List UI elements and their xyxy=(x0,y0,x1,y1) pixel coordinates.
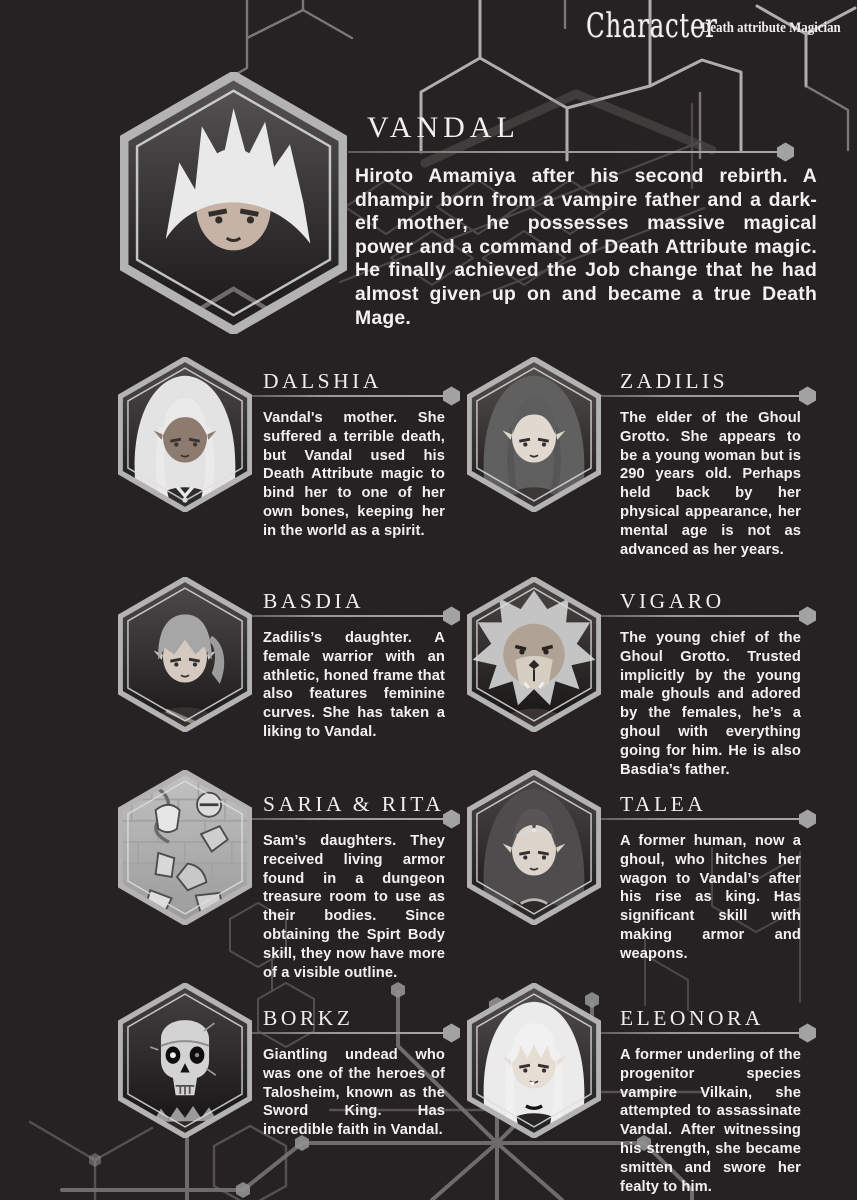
character-description: Giantling undead who was one of the heroes of Talosheim, known as the Sword King. Has incredible faith in Vandal. xyxy=(263,1047,445,1139)
character-description: A former human, now a ghoul, who hitches her wagon to Vandal’s after his rise as king. Has significant skill with making armor and weapons. xyxy=(620,833,801,962)
portrait-vandal xyxy=(120,72,347,334)
character-description: The young chief of the Ghoul Grotto. Trusted implicitly by the young male ghouls and adored by the females, he’s a ghoul with everything going for him. He is also Basdia’s father. xyxy=(620,630,801,778)
portrait-basdia xyxy=(118,577,252,732)
character-name: DALSHIA xyxy=(263,369,382,393)
character-divider xyxy=(248,818,451,820)
character-divider xyxy=(597,1032,807,1034)
character-name: VIGARO xyxy=(620,589,725,613)
portrait-dalshia xyxy=(118,357,252,512)
character-card xyxy=(118,770,460,981)
character-card xyxy=(467,357,809,557)
hex-dot-icon xyxy=(443,810,460,829)
character-description: Vandal's mother. She suffered a terrible death, but Vandal used his Death Attribute magic to bind her to one of her own bones, keeping her in the world as a spirit. xyxy=(263,410,445,539)
character-divider xyxy=(248,1032,451,1034)
character-divider xyxy=(597,818,807,820)
character-divider xyxy=(597,395,807,397)
character-card xyxy=(467,770,809,970)
character-divider xyxy=(248,395,451,397)
character-text-block xyxy=(263,1005,445,1140)
character-divider xyxy=(597,615,807,617)
main-character-name: VANDAL xyxy=(367,111,520,144)
character-text-block xyxy=(263,368,445,541)
character-name: SARIA & RITA xyxy=(263,792,445,816)
character-description: A former underling of the progenitor species vampire Vilkain, she attempted to assassinate Vandal. After witnessing his strength, she became smitten and swore her fealty to him. xyxy=(620,1047,801,1195)
character-name: ZADILIS xyxy=(620,369,729,393)
hex-dot-icon xyxy=(443,387,460,406)
hex-dot-icon xyxy=(443,607,460,626)
character-card xyxy=(118,983,460,1183)
character-name: TALEA xyxy=(620,792,707,816)
hex-dot-icon xyxy=(443,1024,460,1043)
character-description: The elder of the Ghoul Grotto. She appears to be a young woman but is 290 years old. Perhaps held back by her physical appearance, her mental age is not as advanced as her years. xyxy=(620,410,801,558)
character-name: BORKZ xyxy=(263,1006,354,1030)
character-name: ELEONORA xyxy=(620,1006,764,1030)
character-text-block xyxy=(263,588,445,742)
main-character-description: Hiroto Amamiya after his second rebirth. A dhampir born from a vampire father and a dark-elf mother, he possesses massive magical power and a command of Death Attribute magic. He finally achieved the Job change that he had almost given up on and became a true Death Mage. xyxy=(355,165,817,329)
portrait-eleonora xyxy=(467,983,601,1138)
portrait-saria-rita xyxy=(118,770,252,925)
character-divider xyxy=(248,615,451,617)
character-description: Sam’s daughters. They received living armor found in a dungeon treasure room to use as their bodies. Since obtaining the Spirt Body skill, they now have more of a visible outline. xyxy=(263,833,445,981)
portrait-borkz xyxy=(118,983,252,1138)
character-card xyxy=(467,577,809,777)
portrait-zadilis xyxy=(467,357,601,512)
main-character-divider xyxy=(348,151,785,153)
character-card xyxy=(118,577,460,777)
character-description: Zadilis’s daughter. A female warrior with an athletic, honed frame that also features feminine curves. She has taken a liking to Vandal. xyxy=(263,630,445,740)
page-title: Character xyxy=(586,6,718,46)
character-card xyxy=(118,357,460,557)
page-subtitle: Death attribute Magician xyxy=(701,20,841,36)
character-card xyxy=(467,983,809,1195)
portrait-talea xyxy=(467,770,601,925)
portrait-vigaro xyxy=(467,577,601,732)
character-name: BASDIA xyxy=(263,589,365,613)
character-text-block xyxy=(620,791,801,964)
